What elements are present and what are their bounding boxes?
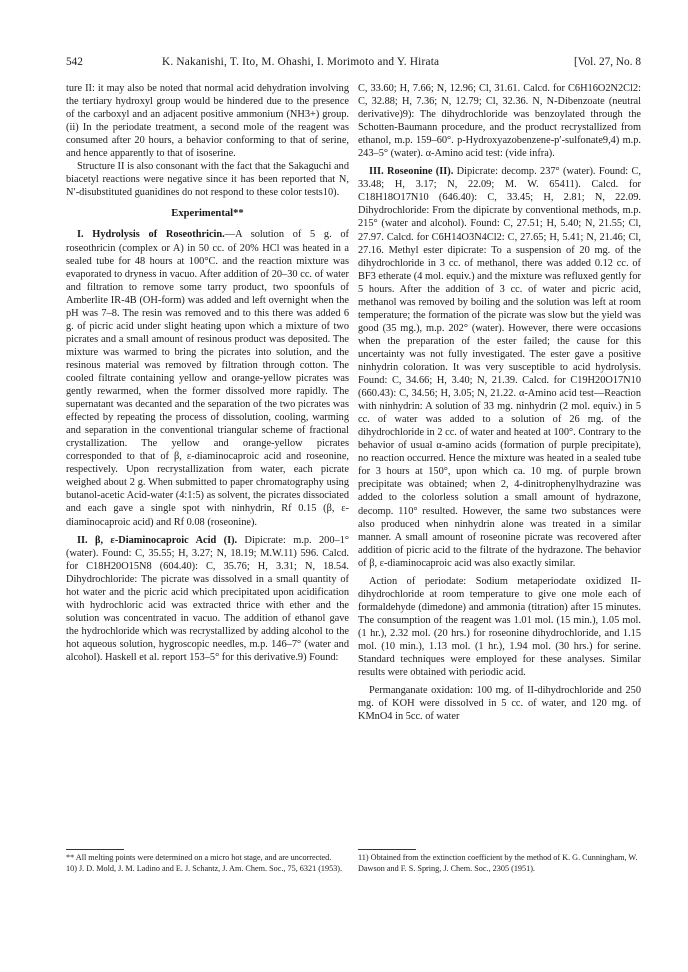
roseonine-text: Dipicrate: decomp. 237° (water). Found: C, 33.48; H, 3.17; N, 22.09; M. W. 65411). Calcd. for C18H18O17N10 (646.40): C, 33.45; H, 2.81; N, 22.09. Dihydrochloride: From the dipicrate by conventional methods, m.p. 215° (water and alcohol). Found: C, 27.51; H, 5.40; N, 21.55; Cl, 27.97. Calcd. for C6H14O3N4Cl2: C, 27.65; H, 5.41; N, 21.46; Cl, 27.16. Methyl ester dipicrate: To a suspension of 20 mg. of the dihydrochloride in 3 cc. of methanol, there was added 0.12 cc. of BF3 etherate (4 mol. equiv.) and the mixture was refluxed gently for 5 hours. After the addition of 3 cc. of water and picric acid, methanol was removed by boiling and the solution was left at room temperature; the formation of the picrate was slow but the yield was good (35 mg.), m.p. 202° (water). However, there were occasions when the preparation of the ester failed; the cause for this uncertainty was not fully investigated. The ester gave a positive ninhydrin coloration. It was very susceptible to acid hydrolysis. Found: C, 34.66; H, 3.40; N, 21.39. Calcd. for C19H20O17N10 (660.43): C, 34.56; H, 3.05; N, 21.22. α-Amino acid test—Reaction with ninhydrin: A solution of 33 mg. ninhydrin (2 mol. equiv.) in 5 cc. of water was added to a solution of 26 mg. of the dihydrochloride in 2 cc. of water and heated at 100°. Contrary to the behavior of usual α-amino acids (formation of purple precipitate), no reaction occurred. Hence the mixture was heated in a sealed tube for 3 hours at 150°, upon which ca. 10 mg. of purple brown precipitate was obtained; when 2, 4-dinitrophenylhydrazine was added to the colorless solution a small amount of hydrazone, decomp. 110° resulted. However, the same two substances were also produced when ninhydrin alone was treated in a similar manner. A small amount of roseonine picrate was recovered after addition of picric acid to the filtrate of the hydrazone. The behavior of β, ε-diaminocaproic acid was also exactly similar. xyxy=(358,166,641,569)
right-column xyxy=(358,82,641,723)
hydrolysis-paragraph xyxy=(66,228,349,528)
footnote-rule-left xyxy=(66,849,124,850)
discussion-paragraph-2: Structure II is also consonant with the fact that the Sakaguchi and biacetyl reactions were negative since it has been reported that N, N′-disubstituted guanidines do not respond to these color tests10). xyxy=(66,161,349,199)
periodate-paragraph: Action of periodate: Sodium metaperiodate oxidized II-dihydrochloride at room temperature to give one mole each of formaldehyde (dimedone) and ammonia (titration) after 15 minutes. The consumption of the reagent was 1.01 mol. (15 min.), 1.05 mol. (1 hr.), 2.32 mol. (20 hrs.) for roseonine dihydrochloride, and 1.15 mol. (10 min.), 1.13 mol. (1 hr.), 1.94 mol. (30 hrs.) for serine. Standard techniques were employed for these analyses. Similar results were obtained with periodic acid. xyxy=(358,575,641,679)
dihydrochloride-analysis-paragraph: C, 33.60; H, 7.66; N, 12.96; Cl, 31.61. Calcd. for C6H16O2N2Cl2: C, 32.88; H, 7.36; N, 12.79; Cl, 32.36. N, N-Dibenzoate (neutral derivative)9): The dihydrochloride was benzoylated through the Schotten-Baumann procedure, and the product recrystallized from ethanol, m.p. 159–60°. p-Hydroxyazobenzene-p′-sulfonate9,4) m.p. 243–5° (water). α-Amino acid test: (vide infra). xyxy=(358,83,641,160)
left-column xyxy=(66,82,349,664)
diaminocaproic-paragraph xyxy=(66,534,349,664)
hydrolysis-title: I. Hydrolysis of Roseothricin. xyxy=(77,229,225,241)
permanganate-paragraph: Permanganate oxidation: 100 mg. of II-dihydrochloride and 250 mg. of KOH were dissolved in 5 cc. of water, and 120 mg. of KMnO4 in 5cc. of water xyxy=(358,685,641,723)
roseonine-title: III. Roseonine (II). xyxy=(369,166,454,178)
page-number: 542 xyxy=(66,56,83,68)
footnote-melting-points: ** All melting points were determined on a micro hot stage, and are uncorrected. xyxy=(66,853,332,862)
footnotes-left xyxy=(66,853,349,874)
footnote-10: 10) J. D. Mold, J. M. Ladino and E. J. Schantz, J. Am. Chem. Soc., 75, 6321 (1953). xyxy=(66,863,343,873)
diaminocaproic-title: II. β, ε-Diaminocaproic Acid (I). xyxy=(77,534,238,546)
section-heading-experimental: Experimental** xyxy=(171,208,244,220)
footnote-rule-right xyxy=(358,849,416,850)
roseonine-paragraph xyxy=(358,165,641,569)
header-volume: [Vol. 27, No. 8 xyxy=(574,56,641,68)
footnotes-right xyxy=(358,853,641,874)
header-authors: K. Nakanishi, T. Ito, M. Ohashi, I. Morimoto and Y. Hirata xyxy=(162,56,440,68)
diaminocaproic-text: Dipicrate: m.p. 200–1° (water). Found: C, 35.55; H, 3.27; N, 18.19; M.W.11) 596. Calcd. for C18H20O15N8 (604.40): C, 35.76; H, 3.31; N, 18.54. Dihydrochloride: The picrate was dissolved in a small quantity of hot water and the picric acid which precipitated upon acidification with hydrochloric acid was extracted thrice with ether and the solution was concentrated in vacuo. The addition of ethanol gave the hydrochloride which was recrystallized by adding alcohol to the hot aqueous solution, hygroscopic needles, m.p. 146–7° (water and alcohol). Haskell et al. report 153–5° for this derivative.9) Found: xyxy=(66,534,350,663)
discussion-paragraph-1: ture II: it may also be noted that normal acid dehydration involving the tertiary hydroxyl group would be hindered due to the presence of the carboxyl and an adjacent positive ammonium (NH3+) group. (ii) In the periodate treatment, a second mole of the reagent was consumed after 20 hours, a behavior conforming to that of serine, and hence apparently to that of isoserine. xyxy=(66,83,349,160)
running-header xyxy=(66,56,641,72)
hydrolysis-text: —A solution of 5 g. of roseothricin (complex or A) in 50 cc. of 20% HCl was heated in a sealed tube for 48 hours at 100°C. and the reaction mixture was evaporated to dryness in vacuo. After addition of 20–30 cc. of water and filtration to remove some tarry product, two spoonfuls of Amberlite IR-4B (OH-form) was added and left overnight when the pH was 7–8. The resin was removed and to this there was added 6 g. of picric acid under slight heating upon which a mixture of two picrates and a small amount of resinous product was deposited. The mixture was warmed to bring the picrates into solution, and the resinous material was removed by filtration through cotton. The cooled filtrate containing yellow and orange-yellow picrates was gently rewarmed, when the former dissolved more rapidly. The supernatant was decanted and the separation of the two picrates was effected by repeating the process of dissolution, cooling, warming and separation in the conventional triangular scheme of fractional crystallization. The yellow and orange-yellow picrates corresponded to that of β, ε-diaminocaproic acid and roseonine, respectively. Upon recrystallization from water, each picrate weighed about 2 g. When submitted to paper chromatography using butanol-acetic Acid-water (4:1:5) as solvent, the picrates dissociated and each gave a single spot with ninhydrin, Rf 0.15 (β, ε-diaminocaproic acid) and Rf 0.08 (roseonine). xyxy=(66,229,349,528)
footnote-11: 11) Obtained from the extinction coefficient by the method of K. G. Cunningham, W. Dawson and F. S. Spring, J. Chem. Soc., 2305 (1951). xyxy=(358,853,638,873)
